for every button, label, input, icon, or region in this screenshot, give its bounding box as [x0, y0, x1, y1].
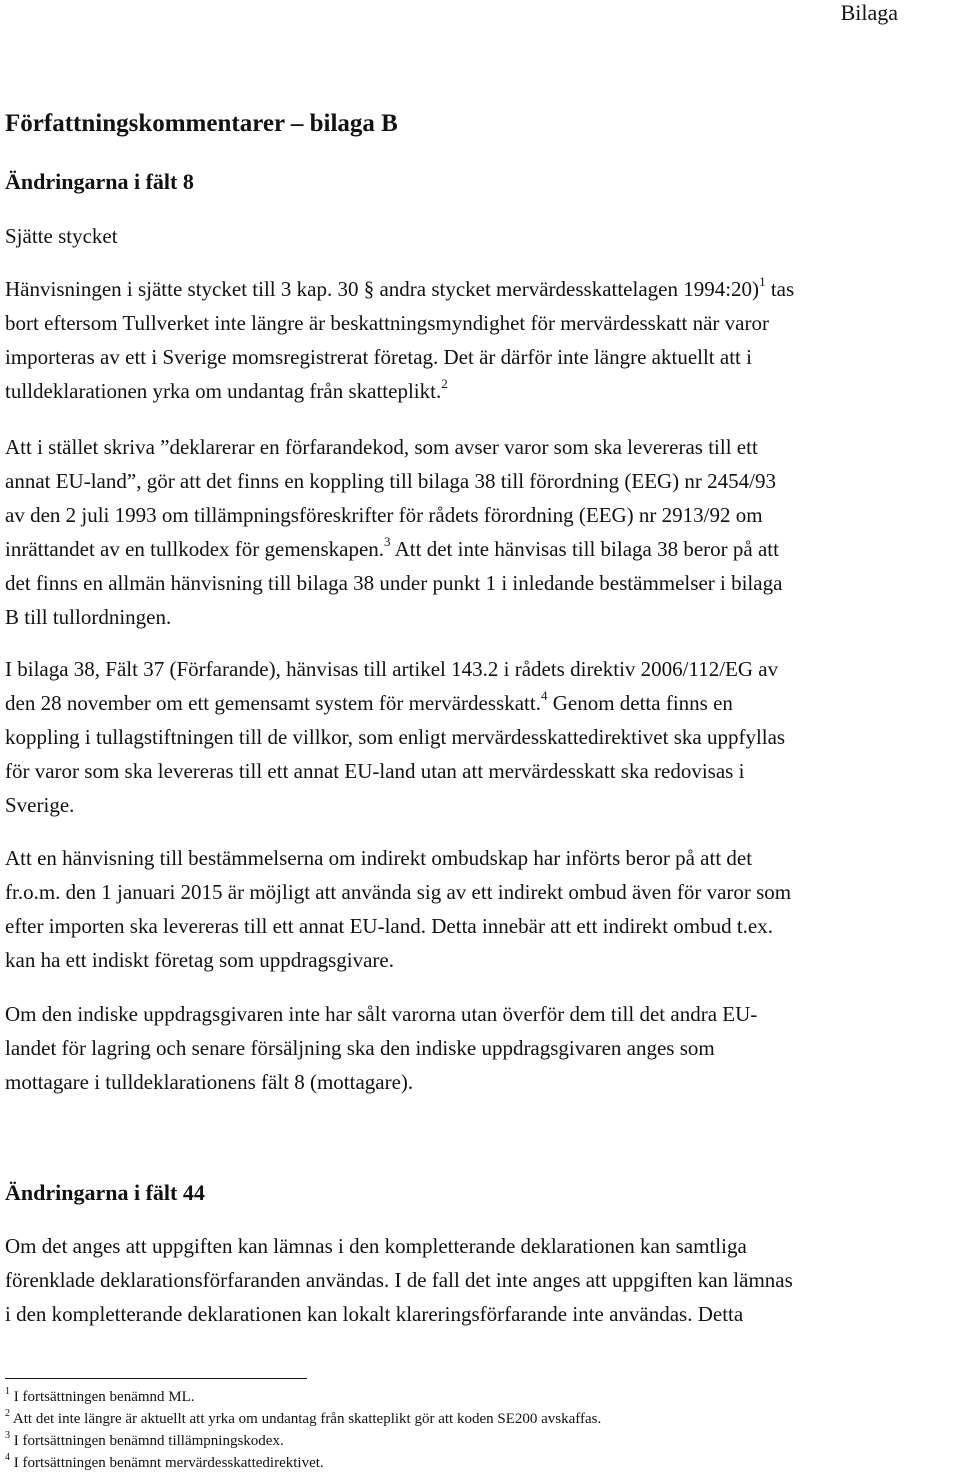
paragraph-att-i-stallet: [5, 430, 960, 634]
footnote-ref-2: 2: [441, 376, 448, 391]
text-line: Om det anges att uppgiften kan lämnas i den kompletterande deklarationen kan samtliga: [5, 1234, 747, 1258]
text-span: tas: [765, 277, 795, 301]
footnote-3: [5, 1430, 601, 1452]
text-span: Att det inte hänvisas till bilaga 38 beror på att: [390, 537, 779, 561]
paragraph-indiske-uppdragsgivaren: [5, 997, 960, 1099]
text-line: i den kompletterande deklarationen kan lokalt klareringsförfarande inte användas. Detta: [5, 1302, 744, 1326]
footnote-text: Att det inte längre är aktuellt att yrka om undantag från skatteplikt gör att koden SE200 avskaffas.: [10, 1411, 602, 1427]
text-span: Genom detta finns en: [547, 691, 733, 715]
footnote-4: [5, 1452, 601, 1474]
text-line: för varor som ska levereras till ett annat EU-land utan att mervärdesskatt ska redovisas i: [5, 759, 745, 783]
section-heading-falt-44: Ändringarna i fält 44: [5, 1180, 205, 1205]
text-line: bort eftersom Tullverket inte längre är beskattningsmyndighet för mervärdesskatt när varor: [5, 311, 769, 335]
text-line: fr.o.m. den 1 januari 2015 är möjligt att använda sig av ett indirekt ombud även för varor som: [5, 880, 792, 904]
footnotes: [5, 1386, 601, 1474]
footnote-text: I fortsättningen benämnd ML.: [10, 1389, 195, 1405]
text-line: Sverige.: [5, 793, 75, 817]
text-span: tulldeklarationen yrka om undantag från skatteplikt.: [5, 379, 442, 403]
text-line: förenklade deklarationsförfaranden användas. I de fall det inte anges att uppgiften kan lämnas: [5, 1268, 793, 1292]
footnote-number: 1: [5, 1386, 10, 1397]
text-line: [5, 272, 960, 306]
text-line: Att i stället skriva ”deklarerar en förfarandekod, som avser varor som ska levereras till ett: [5, 435, 758, 459]
footnote-1: [5, 1386, 601, 1408]
text-line: importeras av ett i Sverige momsregistrerat företag. Det är därför inte längre aktuellt att i: [5, 345, 752, 369]
footnote-number: 2: [5, 1408, 10, 1419]
text-line: landet för lagring och senare försäljning ska den indiske uppdragsgivaren anges som: [5, 1036, 715, 1060]
text-line: annat EU-land”, gör att det finns en koppling till bilaga 38 till förordning (EEG) nr 2454/93: [5, 469, 777, 493]
section-heading-falt-8: Ändringarna i fält 8: [5, 169, 194, 194]
text-span: inrättandet av en tullkodex för gemenskapen.: [5, 537, 385, 561]
text-line: kan ha ett indiskt företag som uppdragsgivare.: [5, 948, 394, 972]
text-line: [5, 532, 960, 566]
text-span: Hänvisningen i sjätte stycket till 3 kap. 30 § andra stycket mervärdesskattelagen 1994:20): [5, 277, 760, 301]
footnote-text: I fortsättningen benämnd tillämpningskodex.: [10, 1433, 284, 1449]
footnote-divider: [5, 1378, 307, 1379]
footnote-2: [5, 1408, 601, 1430]
footnote-ref-4: 4: [540, 688, 548, 703]
paragraph-i-bilaga-38: [5, 652, 960, 822]
text-line: [5, 374, 960, 408]
paragraph-kompletterande-deklarationen: [5, 1229, 960, 1331]
text-line: det finns en allmän hänvisning till bilaga 38 under punkt 1 i inledande bestämmelser i bilaga: [5, 571, 783, 595]
text-line: koppling i tullagstiftningen till de villkor, som enligt mervärdesskattedirektivet ska uppfyllas: [5, 725, 786, 749]
subheading-sjatte-stycket: Sjätte stycket: [5, 224, 118, 248]
text-line: [5, 686, 960, 720]
footnote-text: I fortsättningen benämnt mervärdesskattedirektivet.: [10, 1455, 324, 1471]
text-line: av den 2 juli 1993 om tillämpningsföreskrifter för rådets förordning (EEG) nr 2913/92 om: [5, 503, 763, 527]
footnote-ref-3: 3: [384, 534, 391, 549]
paragraph-indirekt-ombudskap: [5, 841, 960, 977]
text-line: mottagare i tulldeklarationens fält 8 (mottagare).: [5, 1070, 414, 1094]
text-line: Om den indiske uppdragsgivaren inte har sålt varorna utan överför dem till det andra EU-: [5, 1002, 758, 1026]
page-header-label: Bilaga: [840, 0, 898, 25]
footnote-number: 3: [5, 1430, 10, 1441]
document-title: Författningskommentarer – bilaga B: [5, 110, 398, 137]
text-line: I bilaga 38, Fält 37 (Förfarande), hänvisas till artikel 143.2 i rådets direktiv 2006/112/EG av: [5, 657, 779, 681]
text-line: efter importen ska levereras till ett annat EU-land. Detta innebär att ett indirekt ombud t.ex.: [5, 914, 773, 938]
text-line: Att en hänvisning till bestämmelserna om indirekt ombudskap har införts beror på att det: [5, 846, 753, 870]
footnote-ref-1: 1: [759, 274, 766, 289]
text-span: den 28 november om ett gemensamt system för mervärdesskatt.: [5, 691, 541, 715]
text-line: B till tullordningen.: [5, 605, 172, 629]
paragraph-hanvisningen: [5, 272, 960, 408]
footnote-number: 4: [5, 1452, 10, 1463]
